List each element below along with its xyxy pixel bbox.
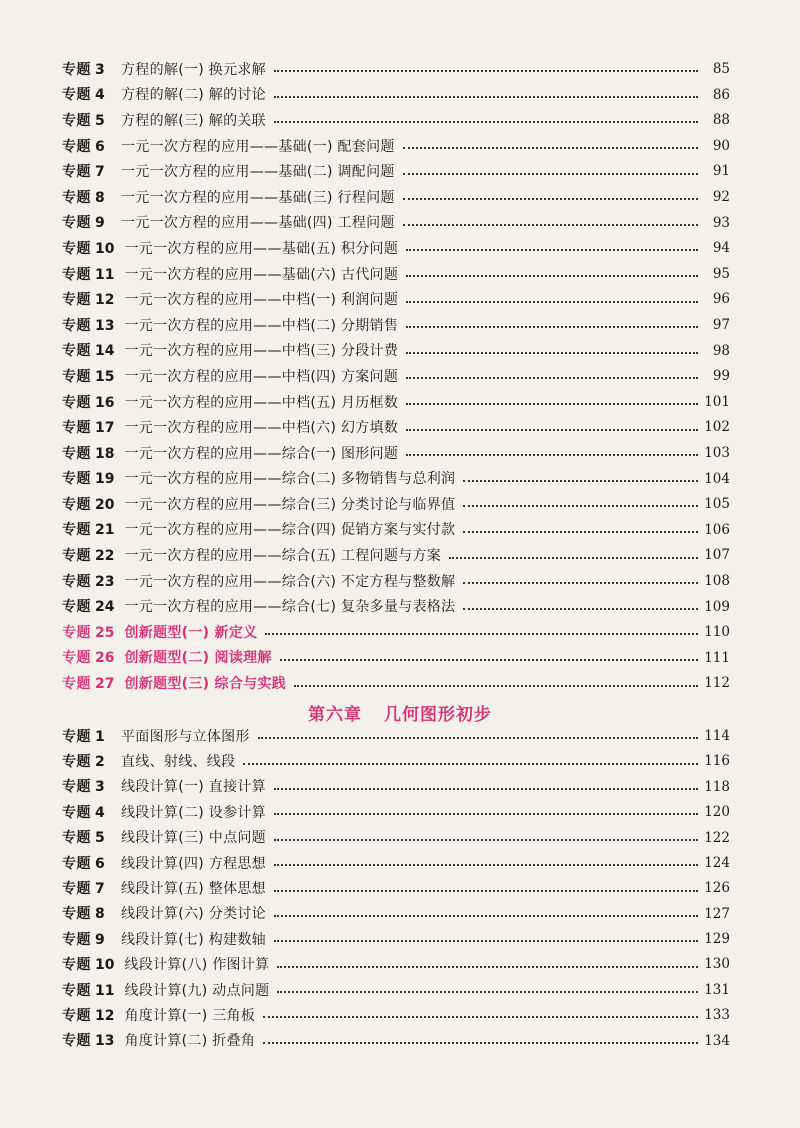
dot-leader bbox=[406, 402, 698, 405]
toc-entry-number: 15 bbox=[95, 368, 115, 385]
toc-entry[interactable] bbox=[62, 313, 730, 339]
toc-entry-label: 专题 bbox=[62, 754, 91, 771]
toc-entry-title: 一元一次方程的应用——综合(七) 复杂多量与表格法 bbox=[124, 599, 456, 616]
toc-entry-number: 3 bbox=[95, 779, 105, 796]
toc-entry-label: 专题 bbox=[62, 957, 91, 974]
toc-entry-number: 3 bbox=[95, 61, 105, 78]
toc-entry-title: 一元一次方程的应用——中档(二) 分期销售 bbox=[124, 317, 399, 334]
dot-leader bbox=[274, 914, 698, 917]
dot-leader bbox=[274, 838, 698, 841]
toc-entry[interactable] bbox=[62, 1029, 730, 1054]
toc-entry-page: 98 bbox=[712, 342, 730, 359]
toc-entry[interactable] bbox=[62, 159, 730, 185]
dot-leader bbox=[243, 762, 698, 765]
toc-entry-label: 专题 bbox=[62, 471, 91, 488]
toc-entry-number: 24 bbox=[95, 599, 115, 616]
toc-entry-label: 专题 bbox=[62, 420, 91, 437]
toc-entry[interactable] bbox=[62, 134, 730, 160]
toc-entry-number: 8 bbox=[95, 906, 105, 923]
toc-entry-number: 6 bbox=[95, 138, 105, 155]
toc-entry-label: 专题 bbox=[62, 855, 91, 872]
dot-leader bbox=[463, 530, 698, 533]
dot-leader bbox=[274, 69, 698, 72]
toc-entry-title: 线段计算(八) 作图计算 bbox=[124, 957, 270, 974]
dot-leader bbox=[449, 556, 698, 559]
toc-entry-page: 106 bbox=[704, 521, 730, 538]
toc-entry[interactable] bbox=[62, 492, 730, 518]
toc-entry-title: 一元一次方程的应用——综合(四) 促销方案与实付款 bbox=[124, 522, 456, 539]
toc-entry-label: 专题 bbox=[62, 292, 91, 309]
toc-entry-page: 131 bbox=[704, 981, 730, 998]
toc-entry[interactable] bbox=[62, 978, 730, 1003]
toc-entry-number: 10 bbox=[95, 240, 115, 257]
toc-entry-title: 一元一次方程的应用——中档(四) 方案问题 bbox=[124, 368, 399, 385]
dot-leader bbox=[406, 453, 698, 456]
toc-entry-page: 116 bbox=[704, 753, 730, 770]
toc-entry[interactable] bbox=[62, 800, 730, 825]
toc-entry-number: 12 bbox=[95, 292, 115, 309]
dot-leader bbox=[463, 479, 698, 482]
toc-entry-label: 专题 bbox=[62, 138, 91, 155]
toc-entry-number: 5 bbox=[95, 112, 105, 129]
dot-leader bbox=[403, 172, 698, 175]
toc-entry-page: 105 bbox=[704, 496, 730, 513]
toc-entry-page: 85 bbox=[712, 61, 730, 78]
toc-entry-number: 25 bbox=[95, 624, 115, 641]
toc-entry-label: 专题 bbox=[62, 931, 91, 948]
toc-entry-title: 一元一次方程的应用——基础(二) 调配问题 bbox=[121, 164, 395, 181]
toc-entry-label: 专题 bbox=[62, 906, 91, 923]
toc-entry[interactable] bbox=[62, 83, 730, 109]
toc-entry-title: 一元一次方程的应用——中档(一) 利润问题 bbox=[124, 292, 399, 309]
dot-leader bbox=[406, 428, 698, 431]
toc-entry-number: 6 bbox=[95, 855, 105, 872]
toc-entry-number: 13 bbox=[95, 1033, 115, 1050]
toc-entry-number: 2 bbox=[95, 754, 105, 771]
toc-entry-title: 方程的解(二) 解的讨论 bbox=[121, 87, 266, 104]
toc-entry-page: 109 bbox=[704, 598, 730, 615]
toc-entry-label: 专题 bbox=[62, 599, 91, 616]
toc-entry-number: 18 bbox=[95, 445, 115, 462]
dot-leader bbox=[406, 351, 698, 354]
toc-entry-title: 线段计算(一) 直接计算 bbox=[121, 779, 266, 796]
toc-entry-title: 角度计算(二) 折叠角 bbox=[124, 1033, 256, 1050]
dot-leader bbox=[406, 274, 698, 277]
chapter-title: 几何图形初步 bbox=[384, 705, 492, 725]
toc-entry-number: 12 bbox=[95, 1007, 115, 1024]
toc-entry-label: 专题 bbox=[62, 445, 91, 462]
toc-entry-title: 一元一次方程的应用——基础(一) 配套问题 bbox=[121, 138, 395, 155]
toc-entry-page: 133 bbox=[704, 1007, 730, 1024]
dot-leader bbox=[463, 607, 698, 610]
dot-leader bbox=[265, 632, 698, 635]
toc-entry-page: 97 bbox=[712, 316, 730, 333]
toc-entry-page: 114 bbox=[704, 727, 730, 744]
toc-entry-title: 一元一次方程的应用——综合(三) 分类讨论与临界值 bbox=[124, 496, 456, 513]
toc-entry-page: 118 bbox=[704, 778, 730, 795]
toc-section-chapter6 bbox=[62, 724, 730, 1054]
toc-entry-label: 专题 bbox=[62, 496, 91, 513]
toc-entry[interactable] bbox=[62, 339, 730, 365]
toc-entry-label: 专题 bbox=[62, 573, 91, 590]
dot-leader bbox=[403, 146, 698, 149]
dot-leader bbox=[294, 684, 698, 687]
dot-leader bbox=[403, 223, 698, 226]
toc-entry-title: 一元一次方程的应用——中档(六) 幻方填数 bbox=[124, 420, 399, 437]
toc-entry[interactable] bbox=[62, 876, 730, 901]
toc-entry[interactable] bbox=[62, 415, 730, 441]
toc-entry[interactable] bbox=[62, 569, 730, 595]
toc-entry-label: 专题 bbox=[62, 522, 91, 539]
toc-entry-label: 专题 bbox=[62, 624, 91, 641]
toc-entry[interactable] bbox=[62, 236, 730, 262]
toc-section-chapter5 bbox=[62, 57, 730, 697]
toc-entry[interactable] bbox=[62, 108, 730, 134]
toc-entry-label: 专题 bbox=[62, 394, 91, 411]
toc-entry-page: 122 bbox=[704, 829, 730, 846]
toc-entry[interactable] bbox=[62, 211, 730, 237]
toc-entry-title: 一元一次方程的应用——中档(五) 月历框数 bbox=[124, 394, 399, 411]
toc-entry-title: 一元一次方程的应用——基础(四) 工程问题 bbox=[121, 215, 395, 232]
dot-leader bbox=[258, 736, 698, 739]
dot-leader bbox=[274, 120, 698, 123]
toc-entry-number: 11 bbox=[95, 982, 115, 999]
dot-leader bbox=[403, 197, 698, 200]
toc-entry-title: 线段计算(三) 中点问题 bbox=[121, 830, 266, 847]
toc-entry-number: 1 bbox=[95, 728, 105, 745]
toc-entry-title: 一元一次方程的应用——基础(五) 积分问题 bbox=[124, 240, 399, 257]
toc-entry-title: 线段计算(四) 方程思想 bbox=[121, 855, 266, 872]
toc-entry-page: 90 bbox=[712, 137, 730, 154]
toc-entry-page: 86 bbox=[712, 86, 730, 103]
toc-entry-page: 111 bbox=[704, 649, 730, 666]
toc-entry-title: 一元一次方程的应用——综合(六) 不定方程与整数解 bbox=[124, 573, 456, 590]
toc-entry-page: 124 bbox=[704, 854, 730, 871]
toc-entry-title: 创新题型(三) 综合与实践 bbox=[124, 676, 287, 693]
toc-entry[interactable] bbox=[62, 594, 730, 620]
toc-entry-page: 88 bbox=[712, 112, 730, 129]
toc-entry-page: 112 bbox=[704, 675, 730, 692]
toc-entry-label: 专题 bbox=[62, 61, 91, 78]
toc-entry[interactable] bbox=[62, 287, 730, 313]
toc-entry-label: 专题 bbox=[62, 112, 91, 129]
toc-entry[interactable] bbox=[62, 620, 730, 646]
toc-entry-label: 专题 bbox=[62, 982, 91, 999]
toc-entry-label: 专题 bbox=[62, 779, 91, 796]
dot-leader bbox=[277, 990, 698, 993]
toc-entry-page: 91 bbox=[712, 163, 730, 180]
toc-entry[interactable] bbox=[62, 185, 730, 211]
toc-entry-label: 专题 bbox=[62, 1033, 91, 1050]
dot-leader bbox=[274, 863, 698, 866]
toc-entry-number: 19 bbox=[95, 471, 115, 488]
toc-entry-number: 21 bbox=[95, 522, 115, 539]
toc-entry-label: 专题 bbox=[62, 240, 91, 257]
dot-leader bbox=[463, 581, 698, 584]
dot-leader bbox=[263, 1015, 698, 1018]
toc-entry-title: 一元一次方程的应用——基础(六) 古代问题 bbox=[124, 266, 399, 283]
toc-entry-page: 108 bbox=[704, 572, 730, 589]
chapter-heading bbox=[0, 700, 800, 725]
toc-entry-number: 27 bbox=[95, 676, 115, 693]
toc-entry-title: 创新题型(一) 新定义 bbox=[124, 624, 258, 641]
toc-entry-number: 22 bbox=[95, 548, 115, 565]
toc-entry[interactable] bbox=[62, 364, 730, 390]
toc-entry-page: 130 bbox=[704, 956, 730, 973]
toc-entry-title: 一元一次方程的应用——综合(一) 图形问题 bbox=[124, 445, 399, 462]
dot-leader bbox=[274, 95, 698, 98]
toc-entry-label: 专题 bbox=[62, 368, 91, 385]
toc-entry-label: 专题 bbox=[62, 1007, 91, 1024]
toc-entry-page: 129 bbox=[704, 931, 730, 948]
toc-entry-number: 9 bbox=[95, 931, 105, 948]
chapter-number: 第六章 bbox=[308, 705, 362, 725]
toc-entry-label: 专题 bbox=[62, 266, 91, 283]
toc-entry[interactable] bbox=[62, 775, 730, 800]
dot-leader bbox=[463, 504, 698, 507]
toc-entry-label: 专题 bbox=[62, 164, 91, 181]
toc-entry-page: 92 bbox=[712, 189, 730, 206]
toc-entry-label: 专题 bbox=[62, 343, 91, 360]
toc-entry[interactable] bbox=[62, 1003, 730, 1028]
dot-leader bbox=[277, 965, 698, 968]
toc-entry-title: 线段计算(二) 设参计算 bbox=[121, 804, 266, 821]
toc-entry-title: 线段计算(五) 整体思想 bbox=[121, 881, 266, 898]
toc-entry[interactable] bbox=[62, 724, 730, 749]
toc-entry-number: 16 bbox=[95, 394, 115, 411]
toc-entry-label: 专题 bbox=[62, 881, 91, 898]
toc-entry[interactable] bbox=[62, 826, 730, 851]
toc-entry-number: 5 bbox=[95, 830, 105, 847]
toc-entry-title: 一元一次方程的应用——综合(二) 多物销售与总利润 bbox=[124, 471, 456, 488]
toc-entry-number: 20 bbox=[95, 496, 115, 513]
toc-entry-number: 26 bbox=[95, 650, 115, 667]
toc-entry-number: 11 bbox=[95, 266, 115, 283]
toc-entry[interactable] bbox=[62, 902, 730, 927]
toc-entry-number: 9 bbox=[95, 215, 105, 232]
toc-entry-label: 专题 bbox=[62, 830, 91, 847]
toc-entry-title: 线段计算(六) 分类讨论 bbox=[121, 906, 266, 923]
toc-entry-page: 93 bbox=[712, 214, 730, 231]
dot-leader bbox=[274, 889, 698, 892]
toc-entry-page: 104 bbox=[704, 470, 730, 487]
toc-entry-page: 99 bbox=[712, 368, 730, 385]
toc-entry-number: 23 bbox=[95, 573, 115, 590]
toc-entry-page: 101 bbox=[704, 393, 730, 410]
toc-entry-page: 134 bbox=[704, 1032, 730, 1049]
toc-entry[interactable] bbox=[62, 390, 730, 416]
toc-entry-label: 专题 bbox=[62, 87, 91, 104]
toc-entry-page: 96 bbox=[712, 291, 730, 308]
toc-entry[interactable] bbox=[62, 646, 730, 672]
dot-leader bbox=[406, 376, 698, 379]
toc-entry[interactable] bbox=[62, 953, 730, 978]
toc-entry-label: 专题 bbox=[62, 676, 91, 693]
toc-entry-page: 120 bbox=[704, 804, 730, 821]
toc-entry-title: 方程的解(三) 解的关联 bbox=[121, 112, 266, 129]
toc-entry-title: 直线、射线、线段 bbox=[121, 754, 236, 771]
toc-entry-label: 专题 bbox=[62, 728, 91, 745]
toc-entry-page: 126 bbox=[704, 880, 730, 897]
dot-leader bbox=[406, 325, 698, 328]
toc-entry[interactable] bbox=[62, 927, 730, 952]
toc-entry-page: 103 bbox=[704, 444, 730, 461]
toc-entry-title: 线段计算(七) 构建数轴 bbox=[121, 931, 266, 948]
toc-entry-page: 110 bbox=[704, 624, 730, 641]
toc-entry[interactable] bbox=[62, 262, 730, 288]
toc-entry[interactable] bbox=[62, 467, 730, 493]
toc-entry[interactable] bbox=[62, 518, 730, 544]
toc-entry-title: 一元一次方程的应用——综合(五) 工程问题与方案 bbox=[124, 548, 442, 565]
toc-entry-label: 专题 bbox=[62, 548, 91, 565]
toc-entry-title: 线段计算(九) 动点问题 bbox=[124, 982, 270, 999]
toc-entry[interactable] bbox=[62, 749, 730, 774]
toc-entry-number: 8 bbox=[95, 189, 105, 206]
toc-entry-number: 13 bbox=[95, 317, 115, 334]
dot-leader bbox=[274, 939, 698, 942]
toc-entry-number: 14 bbox=[95, 343, 115, 360]
dot-leader bbox=[406, 300, 698, 303]
toc-entry-title: 一元一次方程的应用——基础(三) 行程问题 bbox=[121, 189, 395, 206]
toc-entry[interactable] bbox=[62, 671, 730, 697]
dot-leader bbox=[274, 812, 698, 815]
toc-entry-page: 95 bbox=[712, 265, 730, 282]
dot-leader bbox=[263, 1041, 698, 1044]
toc-entry[interactable] bbox=[62, 851, 730, 876]
toc-entry-label: 专题 bbox=[62, 189, 91, 206]
toc-entry-title: 角度计算(一) 三角板 bbox=[124, 1007, 256, 1024]
toc-entry-number: 7 bbox=[95, 164, 105, 181]
toc-entry-page: 107 bbox=[704, 547, 730, 564]
toc-entry-number: 17 bbox=[95, 420, 115, 437]
toc-entry-page: 102 bbox=[704, 419, 730, 436]
toc-entry-title: 平面图形与立体图形 bbox=[121, 728, 250, 745]
toc-entry-number: 10 bbox=[95, 957, 115, 974]
dot-leader bbox=[406, 248, 698, 251]
toc-entry-page: 127 bbox=[704, 905, 730, 922]
toc-entry-page: 94 bbox=[712, 240, 730, 257]
toc-entry[interactable] bbox=[62, 543, 730, 569]
toc-entry-label: 专题 bbox=[62, 317, 91, 334]
toc-entry-number: 4 bbox=[95, 804, 105, 821]
toc-entry[interactable] bbox=[62, 57, 730, 83]
dot-leader bbox=[280, 658, 698, 661]
toc-entry-label: 专题 bbox=[62, 650, 91, 667]
toc-entry-number: 4 bbox=[95, 87, 105, 104]
dot-leader bbox=[274, 787, 698, 790]
toc-entry-label: 专题 bbox=[62, 215, 91, 232]
toc-entry-title: 方程的解(一) 换元求解 bbox=[121, 61, 266, 78]
toc-entry-number: 7 bbox=[95, 881, 105, 898]
toc-entry[interactable] bbox=[62, 441, 730, 467]
toc-entry-title: 一元一次方程的应用——中档(三) 分段计费 bbox=[124, 343, 399, 360]
toc-entry-label: 专题 bbox=[62, 804, 91, 821]
toc-entry-title: 创新题型(二) 阅读理解 bbox=[124, 650, 272, 667]
